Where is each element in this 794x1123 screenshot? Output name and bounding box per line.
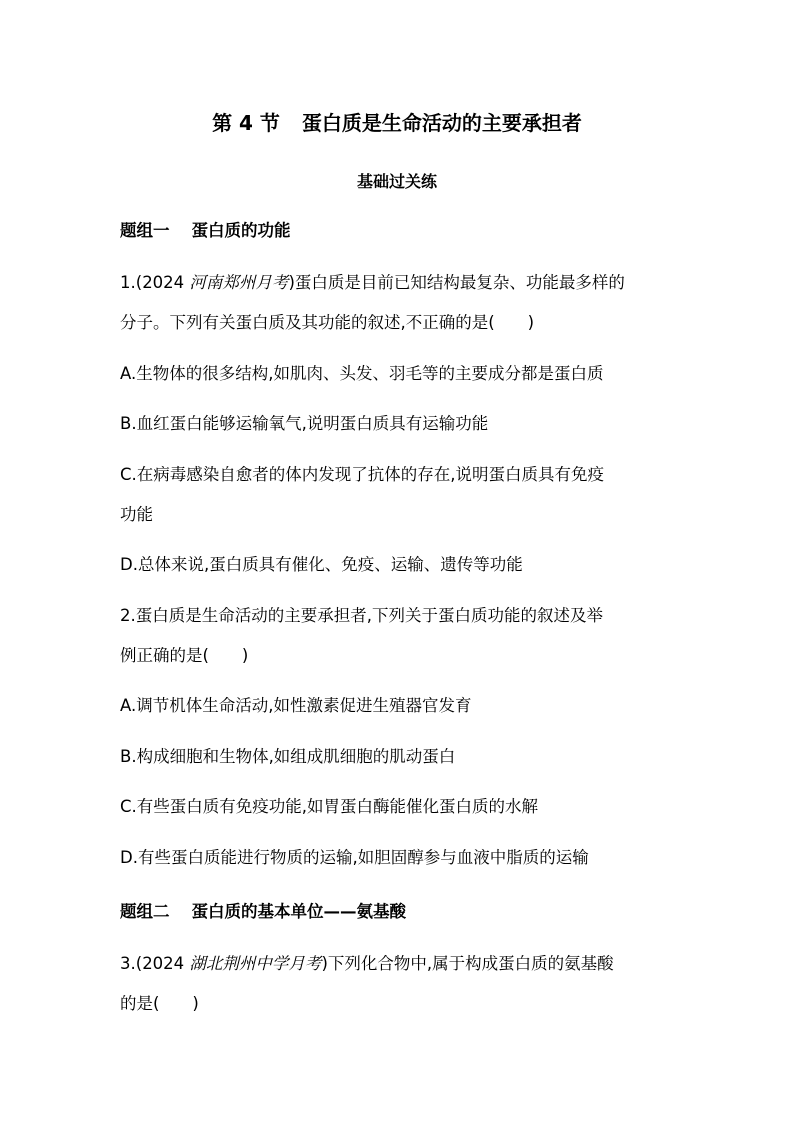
question-source: 湖北荆州中学月考 (184, 954, 322, 973)
group-label: 题组二 (120, 902, 170, 921)
question-2-option-c: C.有些蛋白质有免疫功能,如胃蛋白酶能催化蛋白质的水解 (120, 797, 539, 816)
question-2-stem-line-2: 例正确的是( ) (120, 646, 249, 665)
question-1-option-d: D.总体来说,蛋白质具有催化、免疫、运输、遗传等功能 (120, 555, 523, 574)
question-year: 2024 (142, 273, 185, 292)
question-3-stem-line-2: 的是( ) (120, 994, 199, 1013)
question-1-option-a: A.生物体的很多结构,如肌肉、头发、羽毛等的主要成分都是蛋白质 (120, 364, 604, 383)
section-title (0, 110, 794, 136)
question-1-stem-line-1 (120, 273, 625, 293)
section-name: 蛋白质是生命活动的主要承担者 (301, 111, 582, 135)
question-2-option-d: D.有些蛋白质能进行物质的运输,如胆固醇参与血液中脂质的运输 (120, 848, 589, 867)
group-name: 蛋白质的功能 (191, 221, 291, 240)
question-stem: )下列化合物中,属于构成蛋白质的氨基酸 (321, 954, 614, 973)
section-number: 第 4 节 (212, 111, 280, 135)
question-1-option-c-line-2: 功能 (120, 505, 153, 524)
question-2-option-a: A.调节机体生命活动,如性激素促进生殖器官发育 (120, 696, 472, 715)
group-heading-2 (120, 902, 406, 922)
question-2-stem-line-1: 2.蛋白质是生命活动的主要承担者,下列关于蛋白质功能的叙述及举 (120, 606, 603, 625)
question-number: 1.( (120, 273, 143, 292)
group-heading-1 (120, 221, 291, 241)
question-1-option-c-line-1: C.在病毒感染自愈者的体内发现了抗体的存在,说明蛋白质具有免疫 (120, 465, 605, 484)
question-year: 2024 (142, 954, 185, 973)
question-1-stem-line-2: 分子。下列有关蛋白质及其功能的叙述,不正确的是( ) (120, 313, 535, 332)
group-label: 题组一 (120, 221, 170, 240)
question-3-stem-line-1 (120, 954, 614, 974)
group-name: 蛋白质的基本单位——氨基酸 (191, 902, 406, 921)
question-1-option-b: B.血红蛋白能够运输氧气,说明蛋白质具有运输功能 (120, 414, 489, 433)
question-2-option-b: B.构成细胞和生物体,如组成肌细胞的肌动蛋白 (120, 747, 456, 766)
question-stem: )蛋白质是目前已知结构最复杂、功能最多样的 (288, 273, 625, 292)
subtitle: 基础过关练 (356, 172, 437, 191)
question-source: 河南郑州月考 (184, 273, 289, 292)
question-number: 3.( (120, 954, 143, 973)
